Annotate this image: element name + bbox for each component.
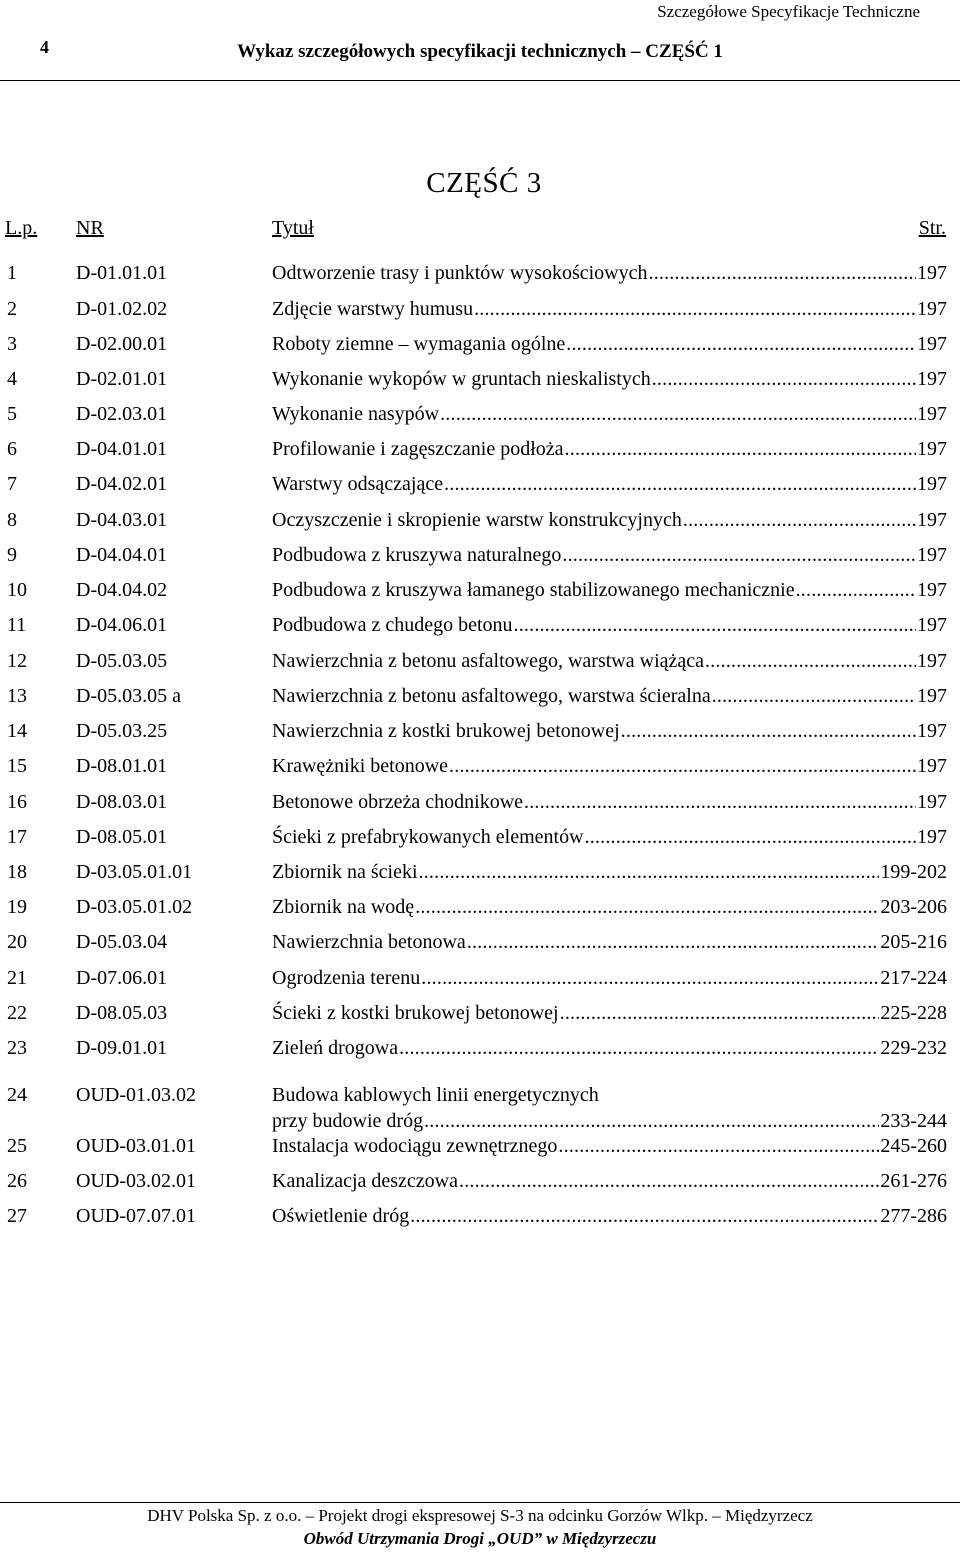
toc-title: Zdjęcie warstwy humusu <box>272 298 474 320</box>
toc-title-line <box>272 260 947 286</box>
toc-spec-code: D-04.02.01 <box>76 473 168 495</box>
toc-title-line <box>272 683 947 709</box>
toc-dot-leader <box>421 965 879 991</box>
column-header-nr: NR <box>76 217 104 239</box>
toc-lp: 18 <box>7 861 27 883</box>
toc-spec-code: D-02.01.01 <box>76 368 168 390</box>
toc-spec-code: OUD-01.03.02 <box>76 1084 196 1106</box>
toc-title: Zieleń drogowa <box>272 1037 399 1059</box>
toc-page: 225-228 <box>880 1002 947 1024</box>
toc-lp: 19 <box>7 896 27 918</box>
toc-title: Kanalizacja deszczowa <box>272 1170 458 1192</box>
toc-title: Warstwy odsączające <box>272 473 444 495</box>
toc-title-line <box>272 401 947 427</box>
toc-title-line <box>272 718 947 744</box>
toc-spec-code: D-08.01.01 <box>76 755 168 777</box>
toc-page: 197 <box>917 755 947 777</box>
toc-dot-leader <box>440 401 916 427</box>
toc-dot-leader <box>399 1035 879 1061</box>
toc-dot-leader <box>712 683 916 709</box>
toc-title-line <box>272 331 947 357</box>
toc-page: 197 <box>917 614 947 636</box>
toc-lp: 10 <box>7 579 27 601</box>
toc-dot-leader <box>444 471 916 497</box>
toc-dot-leader <box>560 1000 880 1026</box>
toc-title-line <box>272 859 947 885</box>
toc-title: Krawężniki betonowe <box>272 755 449 777</box>
toc-title-line <box>272 296 947 322</box>
toc-page: 233-244 <box>880 1110 947 1132</box>
toc-dot-leader <box>565 436 916 462</box>
toc-page: 197 <box>917 544 947 566</box>
page-number: 4 <box>40 37 49 57</box>
header-divider <box>0 80 960 81</box>
toc-title-line <box>272 1000 947 1026</box>
toc-dot-leader <box>474 296 916 322</box>
toc-lp: 23 <box>7 1037 27 1059</box>
toc-dot-leader <box>467 929 880 955</box>
toc-page: 197 <box>917 473 947 495</box>
toc-dot-leader <box>796 577 916 603</box>
toc-title-line1: Budowa kablowych linii energetycznych <box>272 1084 599 1106</box>
toc-dot-leader <box>621 718 916 744</box>
toc-dot-leader <box>649 260 917 286</box>
toc-spec-code: OUD-03.02.01 <box>76 1170 196 1192</box>
toc-page: 205-216 <box>880 931 947 953</box>
toc-title: Podbudowa z chudego betonu <box>272 614 513 636</box>
toc-dot-leader <box>524 789 916 815</box>
toc-lp: 7 <box>7 473 17 495</box>
toc-lp: 20 <box>7 931 27 953</box>
toc-spec-code: D-04.04.01 <box>76 544 168 566</box>
toc-lp: 6 <box>7 438 17 460</box>
toc-dot-leader <box>514 612 916 638</box>
toc-page: 197 <box>917 298 947 320</box>
toc-page: 197 <box>917 650 947 672</box>
toc-lp: 27 <box>7 1205 27 1227</box>
toc-dot-leader <box>424 1108 879 1134</box>
toc-lp: 25 <box>7 1135 27 1157</box>
toc-title: Zbiornik na ścieki <box>272 861 418 883</box>
toc-title: Ogrodzenia terenu <box>272 967 421 989</box>
toc-page: 203-206 <box>880 896 947 918</box>
toc-page: 197 <box>917 333 947 355</box>
toc-title: Podbudowa z kruszywa łamanego stabilizowanego mechanicznie <box>272 579 795 601</box>
toc-title: Nawierzchnia z betonu asfaltowego, warstwa ścieralna <box>272 685 711 707</box>
toc-spec-code: D-07.06.01 <box>76 967 168 989</box>
toc-spec-code: OUD-03.01.01 <box>76 1135 196 1157</box>
toc-spec-code: D-05.03.04 <box>76 931 168 953</box>
toc-page: 197 <box>917 720 947 742</box>
toc-title: Roboty ziemne – wymagania ogólne <box>272 333 566 355</box>
document-title: Szczegółowe Specyfikacje Techniczne <box>657 2 920 21</box>
toc-page: 199-202 <box>880 861 947 883</box>
toc-title: Zbiornik na wodę <box>272 896 415 918</box>
toc-title-line <box>272 965 947 991</box>
toc-title-line <box>272 471 947 497</box>
toc-title: Wykonanie wykopów w gruntach nieskalistych <box>272 368 651 390</box>
toc-page: 197 <box>917 509 947 531</box>
toc-dot-leader <box>449 753 916 779</box>
toc-spec-code: D-04.06.01 <box>76 614 168 636</box>
toc-dot-leader <box>566 331 916 357</box>
toc-title-line <box>272 753 947 779</box>
toc-title: przy budowie dróg <box>272 1110 424 1132</box>
toc-spec-code: D-04.04.02 <box>76 579 168 601</box>
toc-spec-code: D-05.03.05 <box>76 650 168 672</box>
toc-title-line <box>272 612 947 638</box>
toc-spec-code: D-03.05.01.02 <box>76 896 193 918</box>
toc-page: 261-276 <box>880 1170 947 1192</box>
toc-page: 197 <box>917 368 947 390</box>
part-title: CZĘŚĆ 3 <box>426 167 542 199</box>
column-header-lp: L.p. <box>5 217 38 239</box>
toc-dot-leader <box>459 1168 879 1194</box>
toc-title-line <box>272 1035 947 1061</box>
footer-divider <box>0 1502 960 1503</box>
toc-dot-leader <box>558 1133 879 1159</box>
toc-spec-code: D-08.05.03 <box>76 1002 168 1024</box>
toc-title: Oczyszczenie i skropienie warstw konstrukcyjnych <box>272 509 682 531</box>
toc-dot-leader <box>683 507 916 533</box>
toc-page: 245-260 <box>880 1135 947 1157</box>
toc-lp: 8 <box>7 509 17 531</box>
toc-lp: 3 <box>7 333 17 355</box>
toc-title-line <box>272 648 947 674</box>
toc-page: 277-286 <box>880 1205 947 1227</box>
toc-page: 197 <box>917 262 947 284</box>
toc-title-line <box>272 789 947 815</box>
toc-title-line <box>272 507 947 533</box>
toc-lp: 21 <box>7 967 27 989</box>
toc-spec-code: D-08.05.01 <box>76 826 168 848</box>
toc-lp: 13 <box>7 685 27 707</box>
toc-title: Betonowe obrzeża chodnikowe <box>272 791 524 813</box>
toc-spec-code: D-01.02.02 <box>76 298 168 320</box>
toc-title-line <box>272 1108 947 1134</box>
toc-title: Nawierzchnia betonowa <box>272 931 466 953</box>
toc-lp: 14 <box>7 720 27 742</box>
toc-title-line <box>272 1133 947 1159</box>
footer-company: DHV Polska Sp. z o.o. – Projekt drogi ekspresowej S-3 na odcinku Gorzów Wlkp. – Międzyrzecz <box>147 1506 813 1525</box>
toc-title: Nawierzchnia z kostki brukowej betonowej <box>272 720 620 742</box>
toc-dot-leader <box>562 542 916 568</box>
toc-lp: 22 <box>7 1002 27 1024</box>
toc-lp: 11 <box>7 614 27 636</box>
toc-spec-code: D-05.03.05 a <box>76 685 181 707</box>
toc-page: 197 <box>917 438 947 460</box>
toc-page: 197 <box>917 685 947 707</box>
toc-spec-code: D-03.05.01.01 <box>76 861 193 883</box>
toc-title: Profilowanie i zagęszczanie podłoża <box>272 438 564 460</box>
toc-dot-leader <box>705 648 916 674</box>
footer-unit: Obwód Utrzymania Drogi „OUD” w Międzyrzeczu <box>303 1529 657 1548</box>
toc-title-line <box>272 824 947 850</box>
toc-page: 197 <box>917 826 947 848</box>
toc-page: 197 <box>917 403 947 425</box>
column-header-title: Tytuł <box>272 217 314 239</box>
toc-title: Odtworzenie trasy i punktów wysokościowych <box>272 262 648 284</box>
toc-spec-code: D-01.01.01 <box>76 262 168 284</box>
toc-lp: 2 <box>7 298 17 320</box>
toc-title: Wykonanie nasypów <box>272 403 440 425</box>
toc-spec-code: D-05.03.25 <box>76 720 168 742</box>
toc-title: Ścieki z kostki brukowej betonowej <box>272 1002 559 1024</box>
toc-dot-leader <box>410 1203 879 1229</box>
toc-lp: 24 <box>7 1084 27 1106</box>
toc-title-line <box>272 894 947 920</box>
toc-dot-leader <box>419 859 880 885</box>
toc-spec-code: D-02.00.01 <box>76 333 168 355</box>
section-title: Wykaz szczegółowych specyfikacji technicznych – CZĘŚĆ 1 <box>237 41 723 62</box>
toc-title: Instalacja wodociągu zewnętrznego <box>272 1135 558 1157</box>
toc-title: Nawierzchnia z betonu asfaltowego, warstwa wiążąca <box>272 650 705 672</box>
toc-title-line <box>272 577 947 603</box>
toc-title: Ścieki z prefabrykowanych elementów <box>272 826 584 848</box>
toc-title-line <box>272 929 947 955</box>
toc-title-line <box>272 1168 947 1194</box>
toc-title-line <box>272 366 947 392</box>
toc-page: 229-232 <box>880 1037 947 1059</box>
toc-spec-code: D-04.01.01 <box>76 438 168 460</box>
toc-spec-code: D-09.01.01 <box>76 1037 168 1059</box>
toc-lp: 16 <box>7 791 27 813</box>
toc-spec-code: OUD-07.07.01 <box>76 1205 196 1227</box>
toc-dot-leader <box>652 366 916 392</box>
toc-lp: 4 <box>7 368 17 390</box>
toc-lp: 15 <box>7 755 27 777</box>
toc-title-line <box>272 542 947 568</box>
toc-title-line <box>272 436 947 462</box>
toc-page: 197 <box>917 791 947 813</box>
toc-title: Oświetlenie dróg <box>272 1205 410 1227</box>
toc-lp: 5 <box>7 403 17 425</box>
toc-spec-code: D-08.03.01 <box>76 791 168 813</box>
toc-spec-code: D-04.03.01 <box>76 509 168 531</box>
column-header-page: Str. <box>918 217 946 239</box>
toc-lp: 9 <box>7 544 17 566</box>
toc-dot-leader <box>585 824 916 850</box>
toc-lp: 17 <box>7 826 27 848</box>
toc-lp: 12 <box>7 650 27 672</box>
toc-lp: 26 <box>7 1170 27 1192</box>
toc-title-line <box>272 1203 947 1229</box>
toc-dot-leader <box>415 894 879 920</box>
toc-spec-code: D-02.03.01 <box>76 403 168 425</box>
toc-page: 197 <box>917 579 947 601</box>
toc-lp: 1 <box>7 262 17 284</box>
toc-title: Podbudowa z kruszywa naturalnego <box>272 544 562 566</box>
toc-page: 217-224 <box>880 967 947 989</box>
